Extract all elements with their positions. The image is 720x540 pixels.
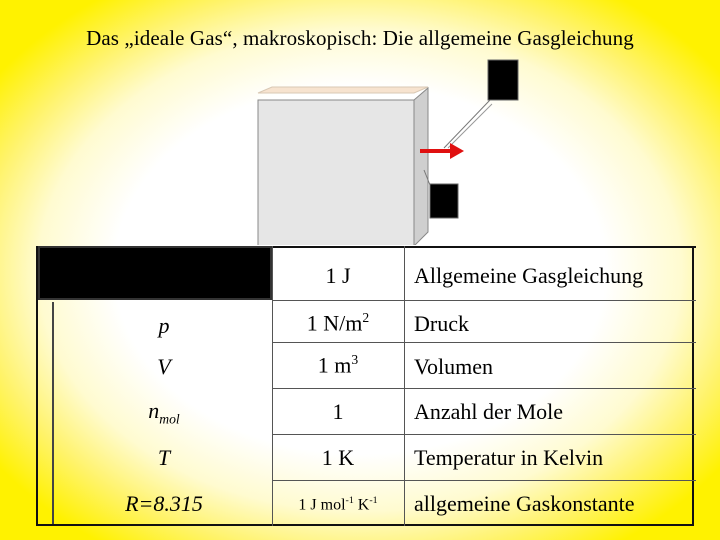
box-top-face: [258, 87, 428, 93]
symbol-volume: V: [157, 354, 171, 379]
unit-gas-constant: 1 J mol$^{-1}$ $K^{-1}$: [298, 495, 378, 514]
unit-temperature: 1 K: [321, 445, 355, 470]
description-pressure: Druck: [414, 311, 469, 336]
header-black-cell: [38, 246, 272, 300]
box-front-face: [258, 100, 414, 245]
symbol-pressure: p: [158, 313, 170, 338]
description-temperature: Temperatur in Kelvin: [414, 445, 604, 470]
weight-block-bottom: [430, 184, 458, 218]
symbol-gas-constant: R=8.315: [125, 491, 203, 516]
unit-moles: 1: [332, 399, 344, 424]
header-unit: 1 J: [325, 263, 351, 288]
units-table: [36, 246, 694, 526]
symbol-moles: $n_{mol}$: [148, 398, 180, 427]
page-title: Das „ideale Gas“, makroskopisch: Die allgemeine Gasgleichung: [86, 26, 634, 50]
symbol-temperature: T: [157, 445, 171, 470]
gas-container-illustration: [0, 0, 720, 245]
header-description: Allgemeine Gasgleichung: [414, 263, 644, 288]
description-moles: Anzahl der Mole: [414, 399, 564, 424]
box-side-face: [414, 88, 428, 245]
unit-volume: 1 $m^3$: [317, 352, 359, 378]
unit-pressure: 1 $N/m^2$: [306, 310, 370, 336]
description-gas-constant: allgemeine Gaskonstante: [414, 491, 635, 516]
description-volume: Volumen: [414, 354, 494, 379]
weight-block-top: [488, 60, 518, 100]
